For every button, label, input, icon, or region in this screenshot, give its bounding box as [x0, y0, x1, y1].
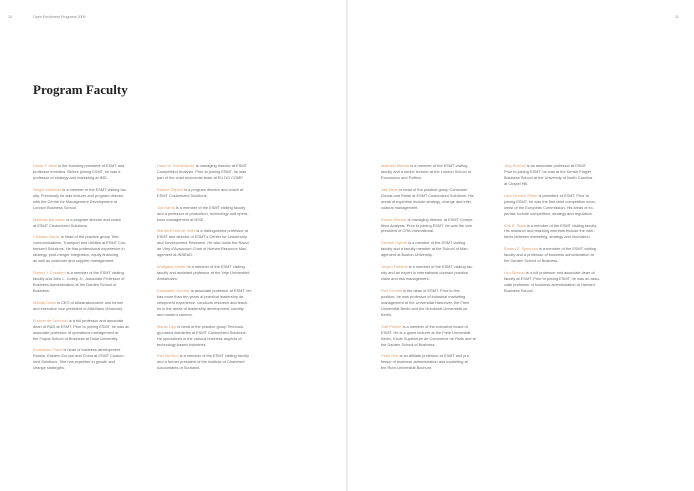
faculty-name: Christian Bauer	[33, 234, 60, 240]
faculty-bio: is a distinguished professor at ESMT and director of ESMT's Center for Leadership and Development Research. He also holds the Raoul de Vitry d'Avaucourt Chair of Human Resource Man- agement at INSEAD.	[157, 228, 249, 258]
faculty-name: Rolf Schmitt	[381, 287, 402, 293]
faculty-bio: is CEO of Alfastrakhovanie and former and executive vice president of Alfa-Bank (Moscow).	[33, 299, 124, 311]
faculty-entry	[504, 246, 616, 264]
faculty-bio: is a member of the ESMT visiting faculty and a professor of production, technology and opera- tions management at IESE.	[157, 204, 249, 222]
faculty-entry	[33, 187, 145, 211]
page-title: Program Faculty	[33, 82, 128, 97]
left-page-number: 10	[8, 15, 12, 19]
faculty-name: Jorgen Roberts	[381, 264, 408, 270]
faculty-bio: is a member of the ESMT visiting faculty and a senior lecturer at the London School of Economics and Politics.	[381, 163, 471, 180]
faculty-bio: is head of business development Russia, Eastern Europe and China at ESMT Custom- ized Solutions. She has expertise in growth and change strategies.	[33, 347, 125, 371]
faculty-bio: is a member of the ESMT visiting faculty and a former president of the Institute of Chartered Accountants of Scotland.	[157, 353, 250, 371]
faculty-entry	[157, 228, 269, 258]
faculty-entry	[157, 163, 269, 181]
faculty-bio: is an associate professor at ESMT. Prior to joining ESMT, he was at the Kenan-Flagler Business School at the University of North Carolina at Chapel Hill.	[504, 163, 593, 186]
faculty-bio: is a program director and coach at ESMT Customized Solutions.	[157, 186, 244, 198]
faculty-name: Erik R. Stark	[504, 222, 526, 228]
faculty-entry	[157, 324, 269, 348]
faculty-bio: is the dean of ESMT. Prior to this position, he was professor of industrial marketing management at the Universität Hannover, the Freie Universität Berlin and the Humboldt-Universität zu Berlin.	[381, 287, 470, 317]
faculty-entry	[381, 163, 493, 181]
faculty-bio: is an affiliate professor at ESMT and pro- fessor of business administration and marketing at the Ruhr-Universität Bochum.	[381, 353, 471, 371]
faculty-bio: is a member of the ESMT visiting fac- ulty. Previously he was lecturer and program director with the Centre for Management Development at London Business School.	[33, 186, 128, 210]
left-page	[0, 0, 346, 491]
faculty-entry	[381, 324, 493, 348]
faculty-name: Nils Meier	[381, 186, 399, 192]
faculty-name: Rainer Nitsche	[381, 216, 407, 222]
faculty-bio: is a member of the ESMT visiting faculty and a professor of business administration at the Darden School of Business.	[504, 246, 597, 264]
faculty-entry	[33, 347, 145, 371]
faculty-entry	[157, 187, 269, 199]
faculty-name: Wolfgang Kirsten	[157, 264, 187, 270]
faculty-name: Mikhail Dubik	[33, 299, 57, 305]
faculty-bio: is a full professor and associate dean of faculty at ESMT. Prior to joining ESMT, he was an asso- ciate professor of business administration at Harvard Business School.	[504, 270, 601, 293]
faculty-name: Sabine Göpfert	[157, 186, 184, 192]
faculty-name: Matthew Marlow	[381, 163, 410, 168]
faculty-bio: is a member of the ESMT visiting faculty and John L. Colley, Jr., Associate Professor of Business Administration at the Darden School of Business.	[33, 270, 125, 293]
faculty-entry	[381, 187, 493, 211]
faculty-bio: is head of the practice group Consumer Goods and Retail at ESMT Customized Solutions. His areas of expertise include strategy, change and inter- cultural management.	[381, 186, 474, 210]
faculty-bio: is managing director at ESMT Competition Analysis. Prior to joining ESMT, he was part of the chief economist team at EU DG COMP.	[157, 163, 247, 180]
faculty-entry	[33, 163, 145, 181]
faculty-entry	[381, 353, 493, 371]
faculty-name: Martin Lipp	[157, 323, 177, 329]
faculty-entry	[157, 264, 269, 282]
faculty-bio: is a member of the ESMT visiting faculty. His research and teaching interests include the inter- faces between marketing, strategy and innovation.	[504, 222, 598, 240]
faculty-name: Matthias Baumann	[33, 216, 66, 222]
faculty-bio: is a program director and coach at ESMT Customized Solutions.	[33, 216, 122, 228]
faculty-bio: is head of the practice group Tele- communications, Transport and Utilities at ESMT Cus- tomized Solutions. He has professional experience in strategy, post-merger integration, equity financing as well as customer and supplier management.	[33, 234, 127, 264]
faculty-entry	[33, 318, 145, 342]
faculty-entry	[381, 240, 493, 258]
faculty-name: Ron McGinn	[157, 353, 179, 359]
faculty-name: Olaf Plötner	[381, 323, 402, 329]
faculty-bio: is a member of the ESMT visiting fac- ulty and an expert in international contract practice, claim and risk management.	[381, 264, 474, 282]
faculty-name: Francis de Véricourt	[33, 317, 68, 323]
faculty-name: Konstantin Frank	[33, 347, 63, 353]
faculty-entry	[504, 270, 616, 294]
faculty-bio: is a full professor and associate dean of R&D at ESMT. Prior to joining ESMT, he was an associate professor of operations management at the Fuqua School of Business at Duke University.	[33, 317, 130, 341]
faculty-entry	[157, 205, 269, 223]
faculty-name: Manfred Kets de Vries	[157, 228, 196, 234]
faculty-entry	[157, 288, 269, 318]
faculty-bio: is associate professor at ESMT. He has more than ten years of practical leadership de- velopment experience, conducts research and teach- es in the areas of leadership development, identity and modern careers.	[157, 287, 252, 317]
faculty-entry	[33, 270, 145, 294]
faculty-entry	[504, 223, 616, 241]
right-page-number: 11	[675, 15, 679, 19]
faculty-bio: is head of the practice group Technolo- gy-based industries at ESMT Customized Solutions. He specializes in the various business aspects of technology-based industries.	[157, 323, 247, 347]
faculty-bio: is a member of the ESMT visiting faculty and a faculty member at the School of Man- agement at Boston University.	[381, 240, 469, 258]
faculty-entry	[381, 288, 493, 318]
faculty-name: Hans W. Friederiszick	[157, 163, 195, 168]
faculty-entry	[33, 234, 145, 264]
faculty-name: Peter Ruh	[381, 353, 399, 359]
faculty-column-2	[157, 163, 269, 377]
faculty-entry	[381, 264, 493, 282]
faculty-bio: is the founding president of ESMT and professor emeritus. Before joining ESMT, he was a professor of strategy and marketing at IMD.	[33, 163, 125, 180]
faculty-entry	[504, 193, 616, 217]
faculty-name: Robert E. Spekman	[504, 246, 538, 252]
right-page	[348, 0, 694, 491]
faculty-entry	[157, 353, 269, 371]
faculty-name: Jörg Rocholl	[504, 163, 526, 168]
faculty-entry	[381, 217, 493, 235]
faculty-column-3	[381, 163, 493, 377]
faculty-column-1	[33, 163, 145, 377]
faculty-name: Konstantin Korotov	[157, 287, 190, 293]
faculty-name: Stewart Ogilvie	[381, 240, 408, 246]
faculty-entry	[33, 300, 145, 312]
faculty-name: Leo Sheiner	[504, 270, 525, 276]
faculty-name: Robert J. Crawford	[33, 270, 66, 276]
faculty-column-4	[504, 163, 616, 300]
faculty-name: Lars-Hendrik Röller	[504, 192, 538, 198]
faculty-bio: is a member of the executive board of ESMT. He is a guest lecturer at the Freie Universität Berlin, Ecole Supérieure de Commerce de Paris and at the Darden School of Business.	[381, 323, 476, 347]
faculty-entry	[504, 163, 616, 187]
faculty-name: Derek F. Abell	[33, 163, 58, 168]
faculty-bio: is president of ESMT. Prior to joining ESMT, he was the first chief competition econ- omist of the European Commission. His areas of ex- pertise include competition, strategy and regulation.	[504, 192, 597, 216]
faculty-name: Joe Harris	[157, 204, 175, 210]
faculty-name: Sergei Arakelian	[33, 186, 62, 192]
faculty-entry	[33, 217, 145, 229]
faculty-bio: is managing director at ESMT Compe- tition Analysis. Prior to joining ESMT, he was the vice president of CRA International.	[381, 216, 474, 234]
faculty-bio: is a member of the ESMT visiting faculty and assistant professor at the Vrije Universiteit Amsterdam.	[157, 264, 250, 282]
running-title: Open Enrollment Programs 2009	[33, 15, 86, 19]
